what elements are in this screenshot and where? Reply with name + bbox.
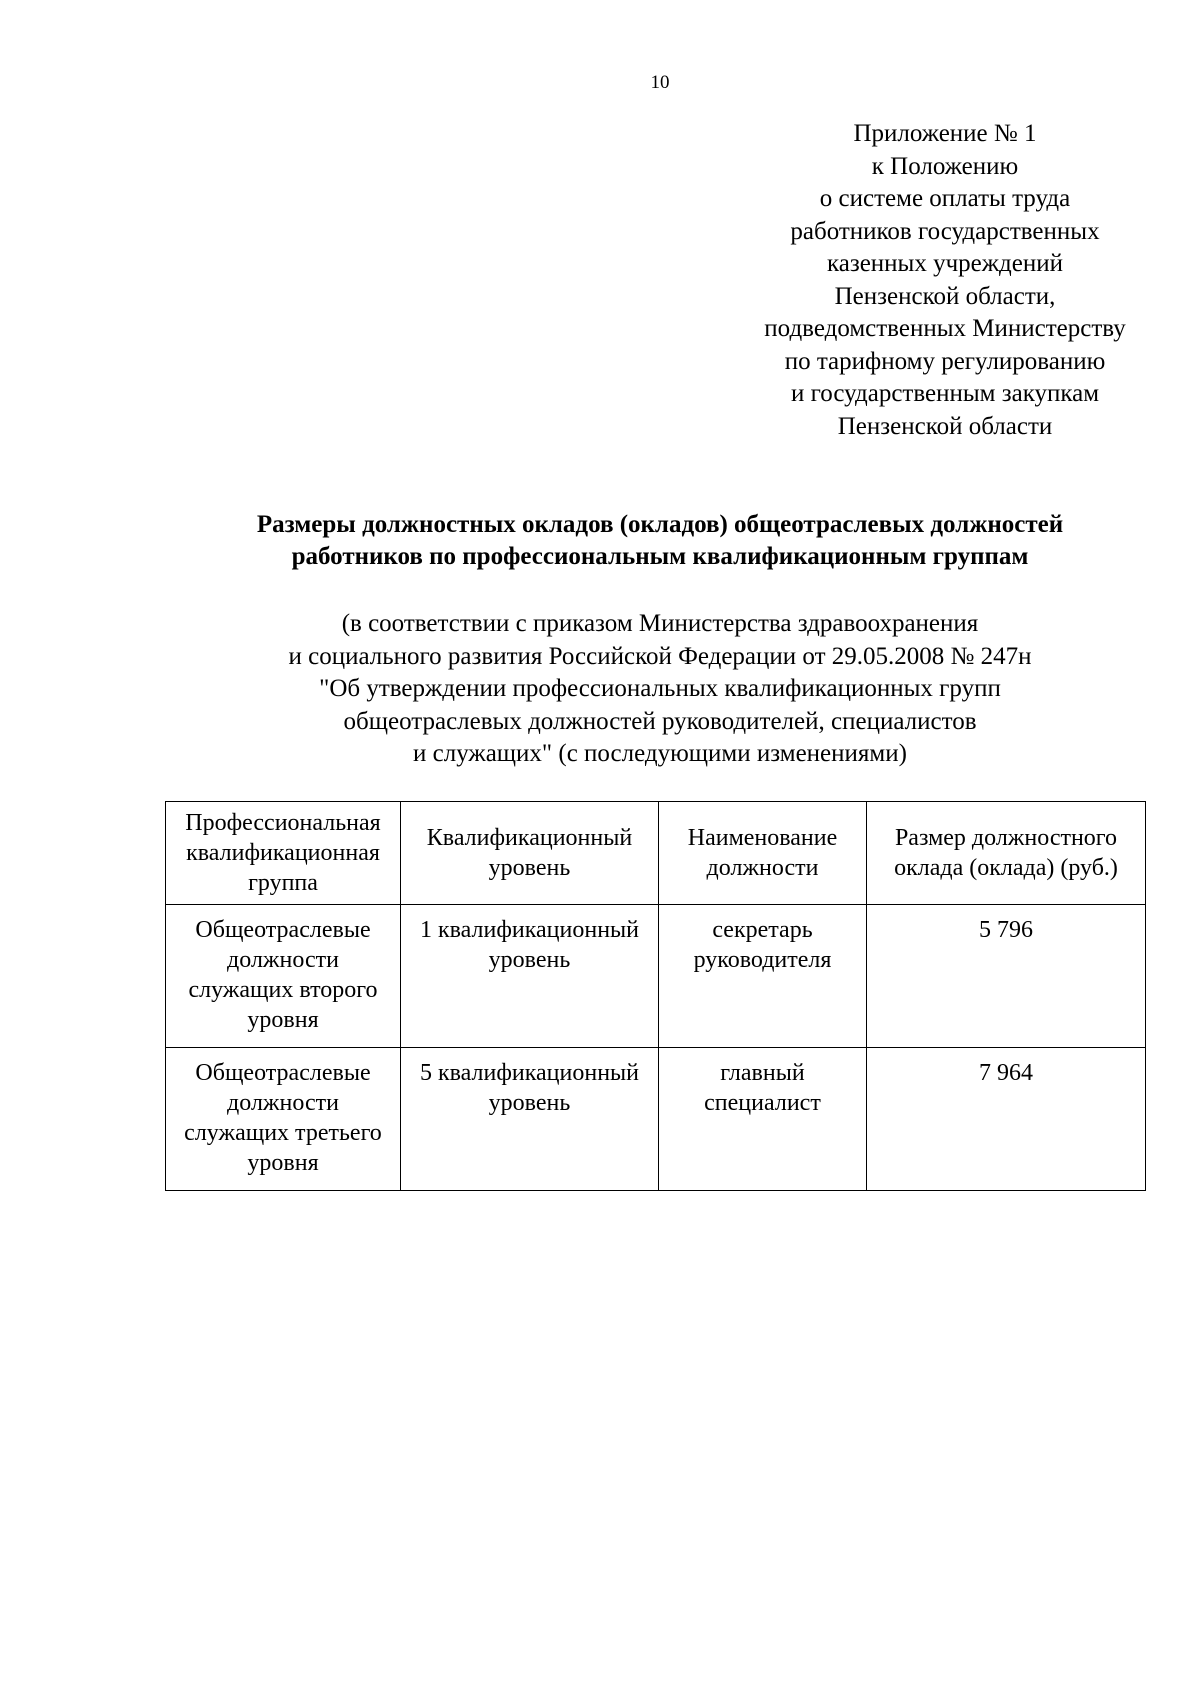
table-row xyxy=(166,1048,1146,1191)
appendix-line: работников государственных xyxy=(790,217,1100,245)
subtitle-line: (в соответствии с приказом Министерства здравоохранения xyxy=(341,610,979,637)
page-number: 10 xyxy=(650,72,670,93)
appendix-line: казенных учреждений xyxy=(826,250,1064,277)
table-header-row xyxy=(166,802,1146,905)
table-row xyxy=(166,905,1146,1048)
cell-position: секретарь руководителя xyxy=(659,905,867,1048)
subtitle-line: и служащих" (с последующими изменениями) xyxy=(413,740,907,767)
header-qualification-level: Квалификационный уровень xyxy=(401,802,659,905)
appendix-line: Пензенской области, xyxy=(834,282,1056,310)
subtitle-line: "Об утверждении профессиональных квалификационных групп xyxy=(319,675,1001,702)
appendix-line: и государственным закупкам xyxy=(790,380,1100,407)
cell-level: 5 квалификационный уровень xyxy=(401,1048,659,1191)
appendix-line: о системе оплаты труда xyxy=(819,185,1071,212)
title-line: Размеры должностных окладов (окладов) общеотраслевых должностей xyxy=(256,511,1064,538)
document-subtitle xyxy=(130,608,1190,771)
header-qualification-group: Профессиональная квалификационная группа xyxy=(166,802,401,905)
subtitle-line: и социального развития Российской Федерации от 29.05.2008 № 247н xyxy=(288,642,1032,670)
document-title xyxy=(130,509,1190,573)
subtitle-line: общеотраслевых должностей руководителей, специалистов xyxy=(343,707,977,735)
appendix-line: по тарифному регулированию xyxy=(784,347,1106,375)
header-position-name: Наименование должности xyxy=(659,802,867,905)
salary-table xyxy=(165,801,1146,1191)
cell-salary: 5 796 xyxy=(867,905,1146,1048)
cell-position: главный специалист xyxy=(659,1048,867,1191)
header-salary-size: Размер должностного оклада (оклада) (руб.) xyxy=(867,802,1146,905)
cell-salary: 7 964 xyxy=(867,1048,1146,1191)
title-line: работников по профессиональным квалификационным группам xyxy=(291,543,1029,570)
appendix-line: подведомственных Министерству xyxy=(764,315,1126,342)
appendix-line: Приложение № 1 xyxy=(853,120,1037,147)
cell-level: 1 квалификационный уровень xyxy=(401,905,659,1048)
appendix-reference-block xyxy=(710,118,1180,443)
cell-group: Общеотраслевые должности служащих третьего уровня xyxy=(166,1048,401,1191)
cell-group: Общеотраслевые должности служащих второго уровня xyxy=(166,905,401,1048)
appendix-line: Пензенской области xyxy=(837,412,1053,440)
appendix-line: к Положению xyxy=(871,152,1019,180)
